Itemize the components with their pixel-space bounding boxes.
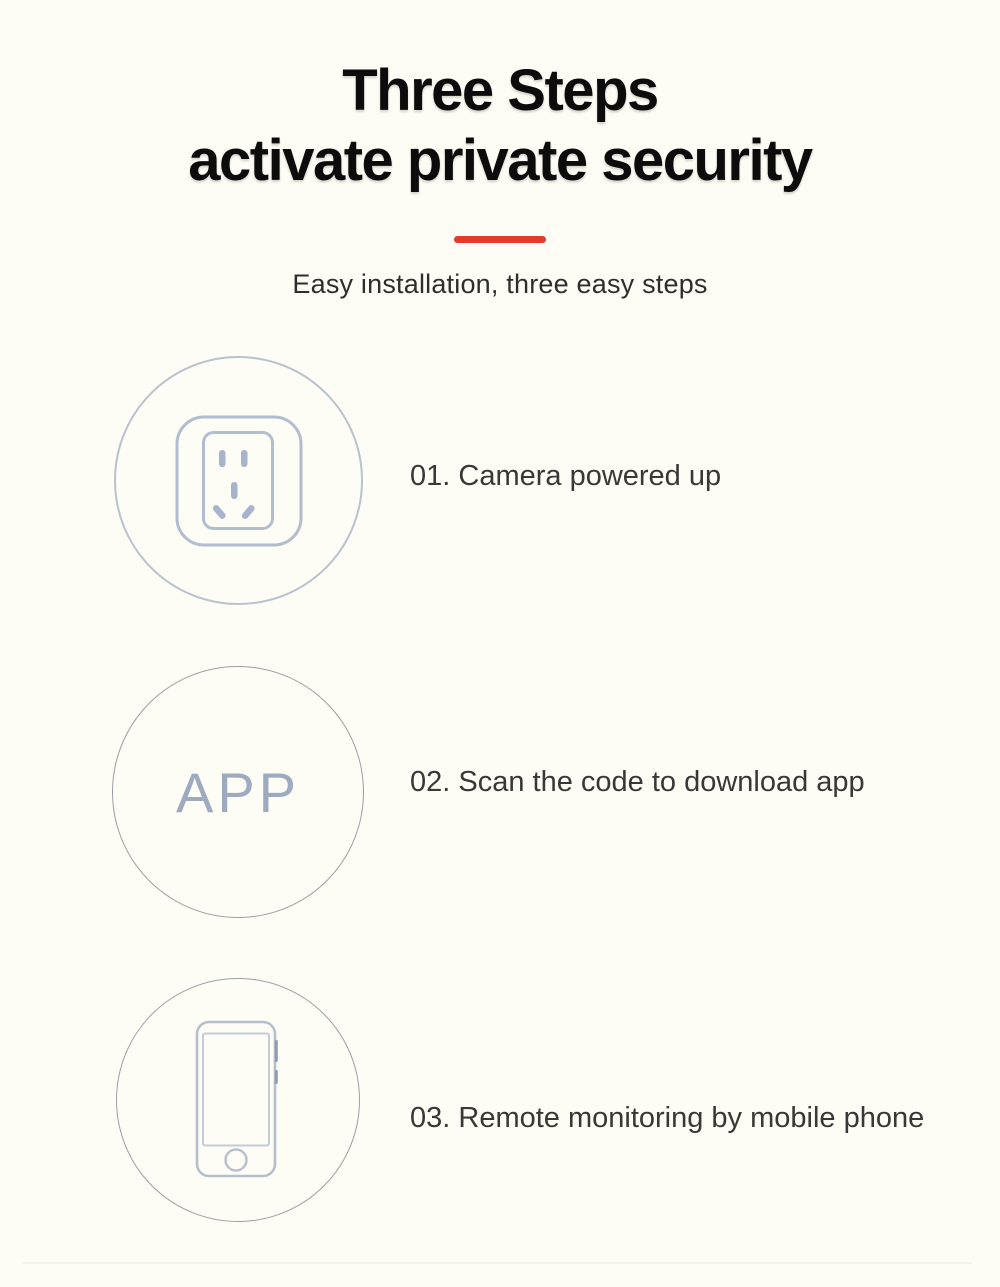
step3-label: 03. Remote monitoring by mobile phone [410, 1102, 925, 1134]
app-text-badge: APP [175, 760, 301, 824]
subtitle: Easy installation, three easy steps [292, 269, 708, 299]
smartphone-icon [195, 1020, 281, 1180]
step3-circle [116, 978, 360, 1222]
step2-circle [112, 666, 364, 918]
header [0, 0, 1000, 300]
power-socket-icon [175, 415, 303, 547]
title-line1: Three Steps [342, 58, 658, 123]
step2-label: 02. Scan the code to download app [410, 766, 865, 798]
step1-circle [114, 356, 363, 605]
section-divider [22, 1262, 972, 1264]
page-title [0, 56, 1000, 196]
title-line2: activate private security [188, 128, 812, 193]
red-divider [454, 236, 546, 243]
step1-label: 01. Camera powered up [410, 460, 722, 492]
